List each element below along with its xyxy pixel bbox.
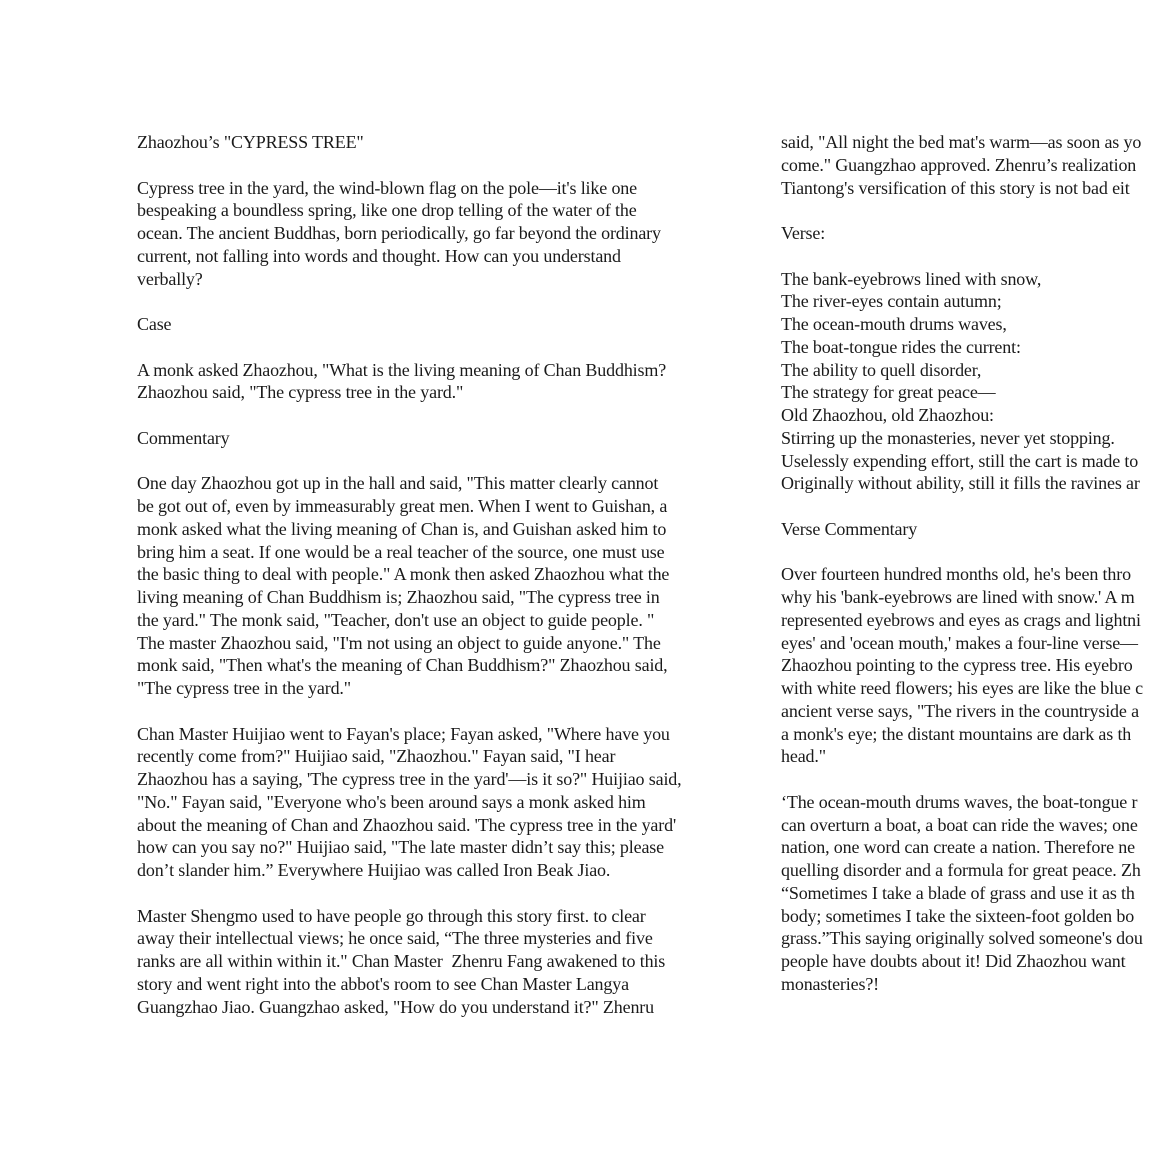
text-line: One day Zhaozhou got up in the hall and said, "This matter clearly cannot [137,473,659,494]
text-line: Master Shengmo used to have people go through this story first. to clear [137,905,646,926]
text-line: monk asked what the living meaning of Chan is, and Guishan asked him to [137,518,667,539]
text-line: story and went right into the abbot's room to see Chan Master Langya [137,973,629,994]
text-line: come." Guangzhao approved. Zhenru’s realization [781,154,1137,175]
paragraph-gap [781,541,1159,564]
text-line: living meaning of Chan Buddhism is; Zhaozhou said, "The cypress tree in [137,587,660,607]
text-line: Uselessly expending effort, still the cart is made to [781,450,1139,471]
paragraph-gap [137,154,737,177]
text-line: people have doubts about it! Did Zhaozhou want [781,951,1126,971]
text-line: said, "All night the bed mat's warm—as soon as yo [781,132,1142,152]
paragraph [137,905,737,1019]
paragraph [137,472,737,700]
text-line: with white reed flowers; his eyes are like the blue c [781,678,1143,698]
text-line: eyes' and 'ocean mouth,' makes a four-line verse— [781,632,1138,653]
text-line: Tiantong's versification of this story is not bad eit [781,177,1130,198]
text-line: ocean. The ancient Buddhas, born periodically, go far beyond the ordinary [137,223,661,243]
verse-block [781,268,1159,496]
paragraph [781,131,1159,199]
text-line: bespeaking a boundless spring, like one drop telling of the water of the [137,200,637,221]
text-line: bring him a seat. If one would be a real teacher of the source, one must use [137,541,665,562]
text-line: The strategy for great peace— [781,382,996,403]
text-line: The master Zhaozhou said, "I'm not using an object to guide anyone." The [137,632,661,653]
text-line: Verse Commentary [781,518,918,539]
paragraph-gap [137,404,737,427]
text-line: grass.”This saying originally solved someone's dou [781,928,1143,949]
text-line: Verse: [781,223,826,243]
section-heading [781,222,1159,245]
text-line: why his 'bank-eyebrows are lined with snow.' A m [781,587,1135,607]
text-line: Cypress tree in the yard, the wind-blown flag on the pole—it's like one [137,177,637,198]
text-line: Chan Master Huijiao went to Fayan's place; Fayan asked, "Where have you [137,723,670,744]
paragraph-gap [781,245,1159,268]
text-line: A monk asked Zhaozhou, "What is the living meaning of Chan Buddhism? [137,359,667,380]
text-line: The bank-eyebrows lined with snow, [781,268,1042,289]
section-heading [137,313,737,336]
text-line: ranks are all within within it." Chan Master Zhenru Fang awakened to this [137,951,666,971]
text-line: Zhaozhou’s "CYPRESS TREE" [137,132,364,152]
section-heading [781,518,1159,541]
text-line: Stirring up the monasteries, never yet stopping. [781,427,1115,448]
paragraph-gap [137,882,737,905]
text-line: monk said, "Then what's the meaning of Chan Buddhism?" Zhaozhou said, [137,655,668,676]
text-line: "No." Fayan said, "Everyone who's been around says a monk asked him [137,791,646,812]
page-title [137,131,737,154]
section-heading [137,427,737,450]
text-line: head." [781,746,826,767]
text-line: about the meaning of Chan and Zhaozhou said. 'The cypress tree in the yard' [137,814,677,835]
text-line: "The cypress tree in the yard." [137,678,351,698]
right-column [781,131,1159,996]
text-line: Old Zhaozhou, old Zhaozhou: [781,405,994,425]
text-line: Zhaozhou pointing to the cypress tree. His eyebro [781,655,1133,676]
text-line: don’t slander him.” Everywhere Huijiao was called Iron Beak Jiao. [137,860,611,880]
text-line: ancient verse says, "The rivers in the countryside a [781,700,1139,721]
text-line: away their intellectual views; he once said, “The three mysteries and five [137,928,653,949]
text-line: Zhaozhou has a saying, 'The cypress tree in the yard'—is it so?" Huijiao said, [137,769,682,789]
paragraph-gap [781,495,1159,518]
paragraph-gap [137,336,737,359]
text-line: the yard." The monk said, "Teacher, don't use an object to guide people. " [137,609,655,630]
text-line: nation, one word can create a nation. Therefore ne [781,837,1135,858]
paragraph-gap [781,768,1159,791]
text-line: Zhaozhou said, "The cypress tree in the yard." [137,382,464,403]
text-line: how can you say no?" Huijiao said, "The late master didn’t say this; please [137,837,664,858]
text-line: The ocean-mouth drums waves, [781,314,1007,334]
text-line: “Sometimes I take a blade of grass and use it as th [781,882,1135,903]
text-line: Guangzhao Jiao. Guangzhao asked, "How do you understand it?" Zhenru [137,996,655,1017]
text-line: Case [137,314,172,334]
text-line: represented eyebrows and eyes as crags and lightni [781,609,1141,630]
text-line: can overturn a boat, a boat can ride the waves; one [781,814,1138,835]
text-line: recently come from?" Huijiao said, "Zhaozhou." Fayan said, "I hear [137,746,616,767]
text-line: ‘The ocean-mouth drums waves, the boat-tongue r [781,791,1138,812]
text-line: The river-eyes contain autumn; [781,291,1002,312]
text-line: quelling disorder and a formula for great peace. Zh [781,860,1141,880]
text-line: monasteries?! [781,973,880,994]
text-line: a monk's eye; the distant mountains are dark as th [781,723,1132,744]
paragraph-gap [137,450,737,473]
text-line: the basic thing to deal with people." A monk then asked Zhaozhou what the [137,564,670,585]
paragraph [137,359,737,405]
text-line: body; sometimes I take the sixteen-foot golden bo [781,905,1135,926]
text-line: The ability to quell disorder, [781,359,982,380]
paragraph [781,791,1159,996]
paragraph [781,563,1159,768]
text-line: verbally? [137,268,203,289]
text-line: current, not falling into words and thought. How can you understand [137,245,621,266]
text-line: The boat-tongue rides the current: [781,336,1021,357]
text-line: Originally without ability, still it fills the ravines ar [781,473,1140,494]
left-column [137,131,737,1018]
paragraph-gap [781,199,1159,222]
paragraph-gap [137,700,737,723]
text-line: be got out of, even by immeasurably great men. When I went to Guishan, a [137,496,668,516]
text-line: Over fourteen hundred months old, he's been thro [781,564,1131,585]
paragraph-gap [137,290,737,313]
paragraph [137,723,737,882]
text-line: Commentary [137,427,230,448]
paragraph [137,177,737,291]
